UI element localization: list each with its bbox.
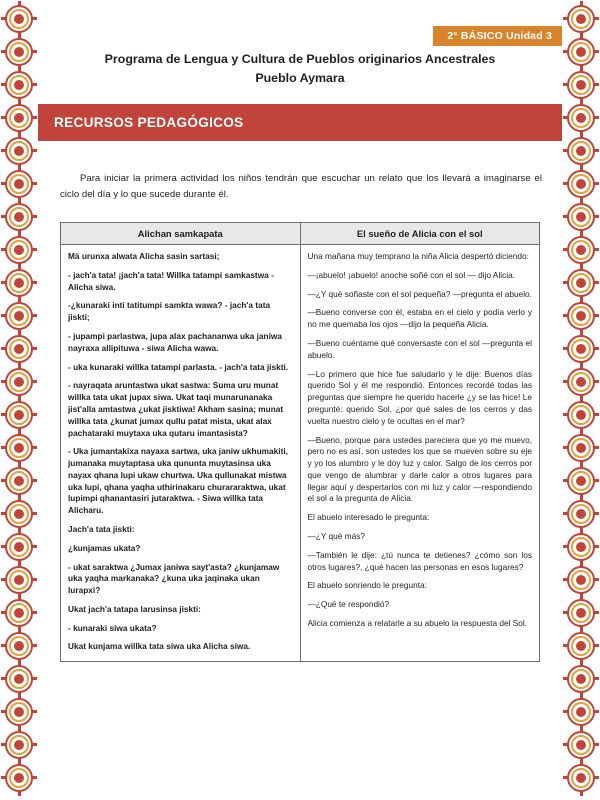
ornament-icon <box>4 367 34 397</box>
page-title-line-2: Pueblo Aymara <box>255 71 345 86</box>
story-paragraph: El abuelo interesado le pregunta: <box>307 512 430 523</box>
page-title-line-1: Programa de Lengua y Cultura de Pueblos originarios Ancestrales <box>104 52 496 66</box>
ornament-icon <box>4 202 34 232</box>
ornament-icon <box>4 466 34 496</box>
story-paragraph: - Uka jumantakixa nayaxa sartwa, uka janiw ukhumakiti, jumanaka muytaptasa uka qununta muytasinsa uka nayax qhana lupi ukaw churtwa. Uka qullunakat mistwa uka lupi, qhana yaqha uthirinakaru churararaktwa, ukat lupimpi qhanantasiri jutaraktwa. - Siwa willka tata Alicharu. <box>68 446 288 516</box>
cell-aymara-story <box>61 245 301 662</box>
story-paragraph: Una mañana muy temprano la niña Alicia despertó diciendo: <box>307 251 529 262</box>
story-paragraph: - ukat saraktwa ¿Jumax janiwa sayt'asta? ¿kunjamaw uka yaqha markanaka? ¿kuna uka jaqinaka ukan lurapxi? <box>68 561 280 596</box>
story-paragraph: - nayraqata aruntastwa ukat sastwa: Suma uru munat willka tata ukat jupax siwa. Ukat taqi munarunanaka jist'alla amtastwa ¿ukat jisktiwa! Akham sasina; munat willka tata ¿kunat jumax qullu patat mista, ukat alax pachataraki muytaxa uka qutaru imantasista? <box>68 380 284 438</box>
ornament-icon <box>4 235 34 265</box>
story-paragraph: —Lo primero que hice fue saludarlo y le dije: Buenos días querido Sol y él me respondió. Entonces recordé todas las preguntas que siempre he querido hacerle ¿y se las hice! Le pregunté: querido Sol, ¿por qué sales de los cerros y das vuelta nuestro cielo y te ocultas en el mar? <box>307 368 532 426</box>
ornament-icon <box>566 499 596 529</box>
document-content <box>38 0 562 800</box>
ornament-icon <box>566 4 596 34</box>
ornament-icon <box>566 136 596 166</box>
unit-badge: 2° BÁSICO Unidad 3 <box>433 26 562 46</box>
table-header-row <box>61 223 540 245</box>
story-paragraph: - jach'a tata! ¡jach'a tata! Willka tatampi samkastwa - Alicha siwa. <box>68 269 274 292</box>
cell-spanish-story <box>300 245 540 662</box>
decorative-border-left <box>0 0 38 800</box>
ornament-icon <box>566 268 596 298</box>
ornament-icon <box>566 697 596 727</box>
ornament-icon <box>4 532 34 562</box>
ornament-icon <box>566 235 596 265</box>
ornament-icon <box>4 334 34 364</box>
ornament-icon <box>4 268 34 298</box>
ornament-icon <box>4 400 34 430</box>
story-paragraph: -¿kunaraki inti tatitumpi samkta wawa? - jach'a tata jiskti; <box>68 300 271 323</box>
ornament-icon <box>566 367 596 397</box>
ornament-icon <box>4 697 34 727</box>
decorative-border-right <box>562 0 600 800</box>
story-paragraph: - uka kunaraki willka tatampi parlasta. - jach'a tata jiskti. <box>68 361 289 372</box>
ornament-icon <box>4 136 34 166</box>
story-paragraph: —¿Y qué soñaste con el sol pequeña? —preguntа el abuelo. <box>307 288 532 299</box>
ornament-icon <box>566 730 596 760</box>
ornament-icon <box>566 466 596 496</box>
ornament-icon <box>566 763 596 793</box>
ornament-icon <box>4 565 34 595</box>
page-title <box>38 50 562 88</box>
story-paragraph: —Bueno, porque para ustedes pareciera que yo me muevo, pero no es así, son ustedes los que se mueven sobre su eje y yo los alumbro y le doy luz y calor. Salgo de los cerros por que vengo de alumbrar y darle calor a otros lugares para llegar aquí y despertarlos con mi luz y calor —respondiendo el sol a la pregunta de Alicia. <box>307 434 532 504</box>
story-paragraph: Ukat kunjama willka tata siwa uka Alicha siwa. <box>68 641 251 652</box>
ornament-icon <box>566 664 596 694</box>
ornament-icon <box>566 202 596 232</box>
section-banner-label: RECURSOS PEDAGÓGICOS <box>54 115 244 131</box>
story-paragraph: - jupampi parlastwa, jupa alax pachananwa uka janiwa nayraxa allipituwa - siwa Alicha wawa. <box>68 331 282 353</box>
ornament-icon <box>4 103 34 133</box>
story-paragraph: —¿Y qué más? <box>307 530 365 541</box>
ornament-icon <box>4 433 34 463</box>
ornament-icon <box>4 598 34 628</box>
ornament-icon <box>4 301 34 331</box>
story-paragraph: —Bueno converse con él, estaba en el cielo y podía verlo y no me quemaba los ojos —dijo la pequeña Alicia. <box>307 307 532 330</box>
story-table <box>60 222 540 662</box>
ornament-icon <box>566 37 596 67</box>
table-row <box>61 245 540 662</box>
intro-paragraph: Para iniciar la primera actividad los niños tendrán que escuchar un relato que los llevará a imaginarse el ciclo del día y lo que sucede durante él. <box>60 173 542 200</box>
story-paragraph: - kunaraki siwa ukata? <box>68 622 157 633</box>
ornament-icon <box>4 169 34 199</box>
ornament-icon <box>566 565 596 595</box>
ornament-icon <box>566 70 596 100</box>
column-header-spanish: El sueño de Alicia con el sol <box>300 223 540 245</box>
story-paragraph: Ukat jach'a tatapa larusinsa jiskti: <box>68 603 201 614</box>
ornament-icon <box>4 664 34 694</box>
ornament-icon <box>566 631 596 661</box>
story-paragraph: Jach'a tata jiskti: <box>68 523 135 534</box>
ornament-icon <box>4 730 34 760</box>
story-paragraph: —También le dije: ¿tú nunca te detienes? ¿cómo son los otros lugares?, ¿qué hacen las personas en esos lugares? <box>307 549 532 572</box>
story-paragraph: El abuelo sonriendo le pregunta: <box>307 580 427 591</box>
ornament-icon <box>566 169 596 199</box>
story-paragraph: —¡abuelo! ¡abuelo! anoche soñé con el sol — dijo Alicia. <box>307 269 516 280</box>
ornament-icon <box>566 103 596 133</box>
ornament-icon <box>566 400 596 430</box>
section-banner <box>38 104 562 141</box>
story-paragraph: Alicia comienza a relatarle a su abuelo la respuesta del Sol. <box>307 617 528 628</box>
story-paragraph: —¿Qué te respondió? <box>307 599 390 610</box>
ornament-icon <box>4 4 34 34</box>
ornament-icon <box>566 598 596 628</box>
ornament-icon <box>4 70 34 100</box>
story-paragraph: ¿kunjamas ukata? <box>68 542 141 553</box>
ornament-icon <box>4 37 34 67</box>
ornament-icon <box>566 433 596 463</box>
story-paragraph: Mä urunxa alwata Alicha sasin sartasi; <box>68 251 220 262</box>
story-paragraph: —Bueno cuéntame qué conversaste con el sol —preguntа el abuelo. <box>307 338 532 360</box>
ornament-icon <box>566 301 596 331</box>
ornament-icon <box>4 499 34 529</box>
ornament-icon <box>4 763 34 793</box>
ornament-icon <box>566 532 596 562</box>
ornament-icon <box>4 631 34 661</box>
ornament-icon <box>566 334 596 364</box>
column-header-aymara: Alichan samkapata <box>61 223 301 245</box>
